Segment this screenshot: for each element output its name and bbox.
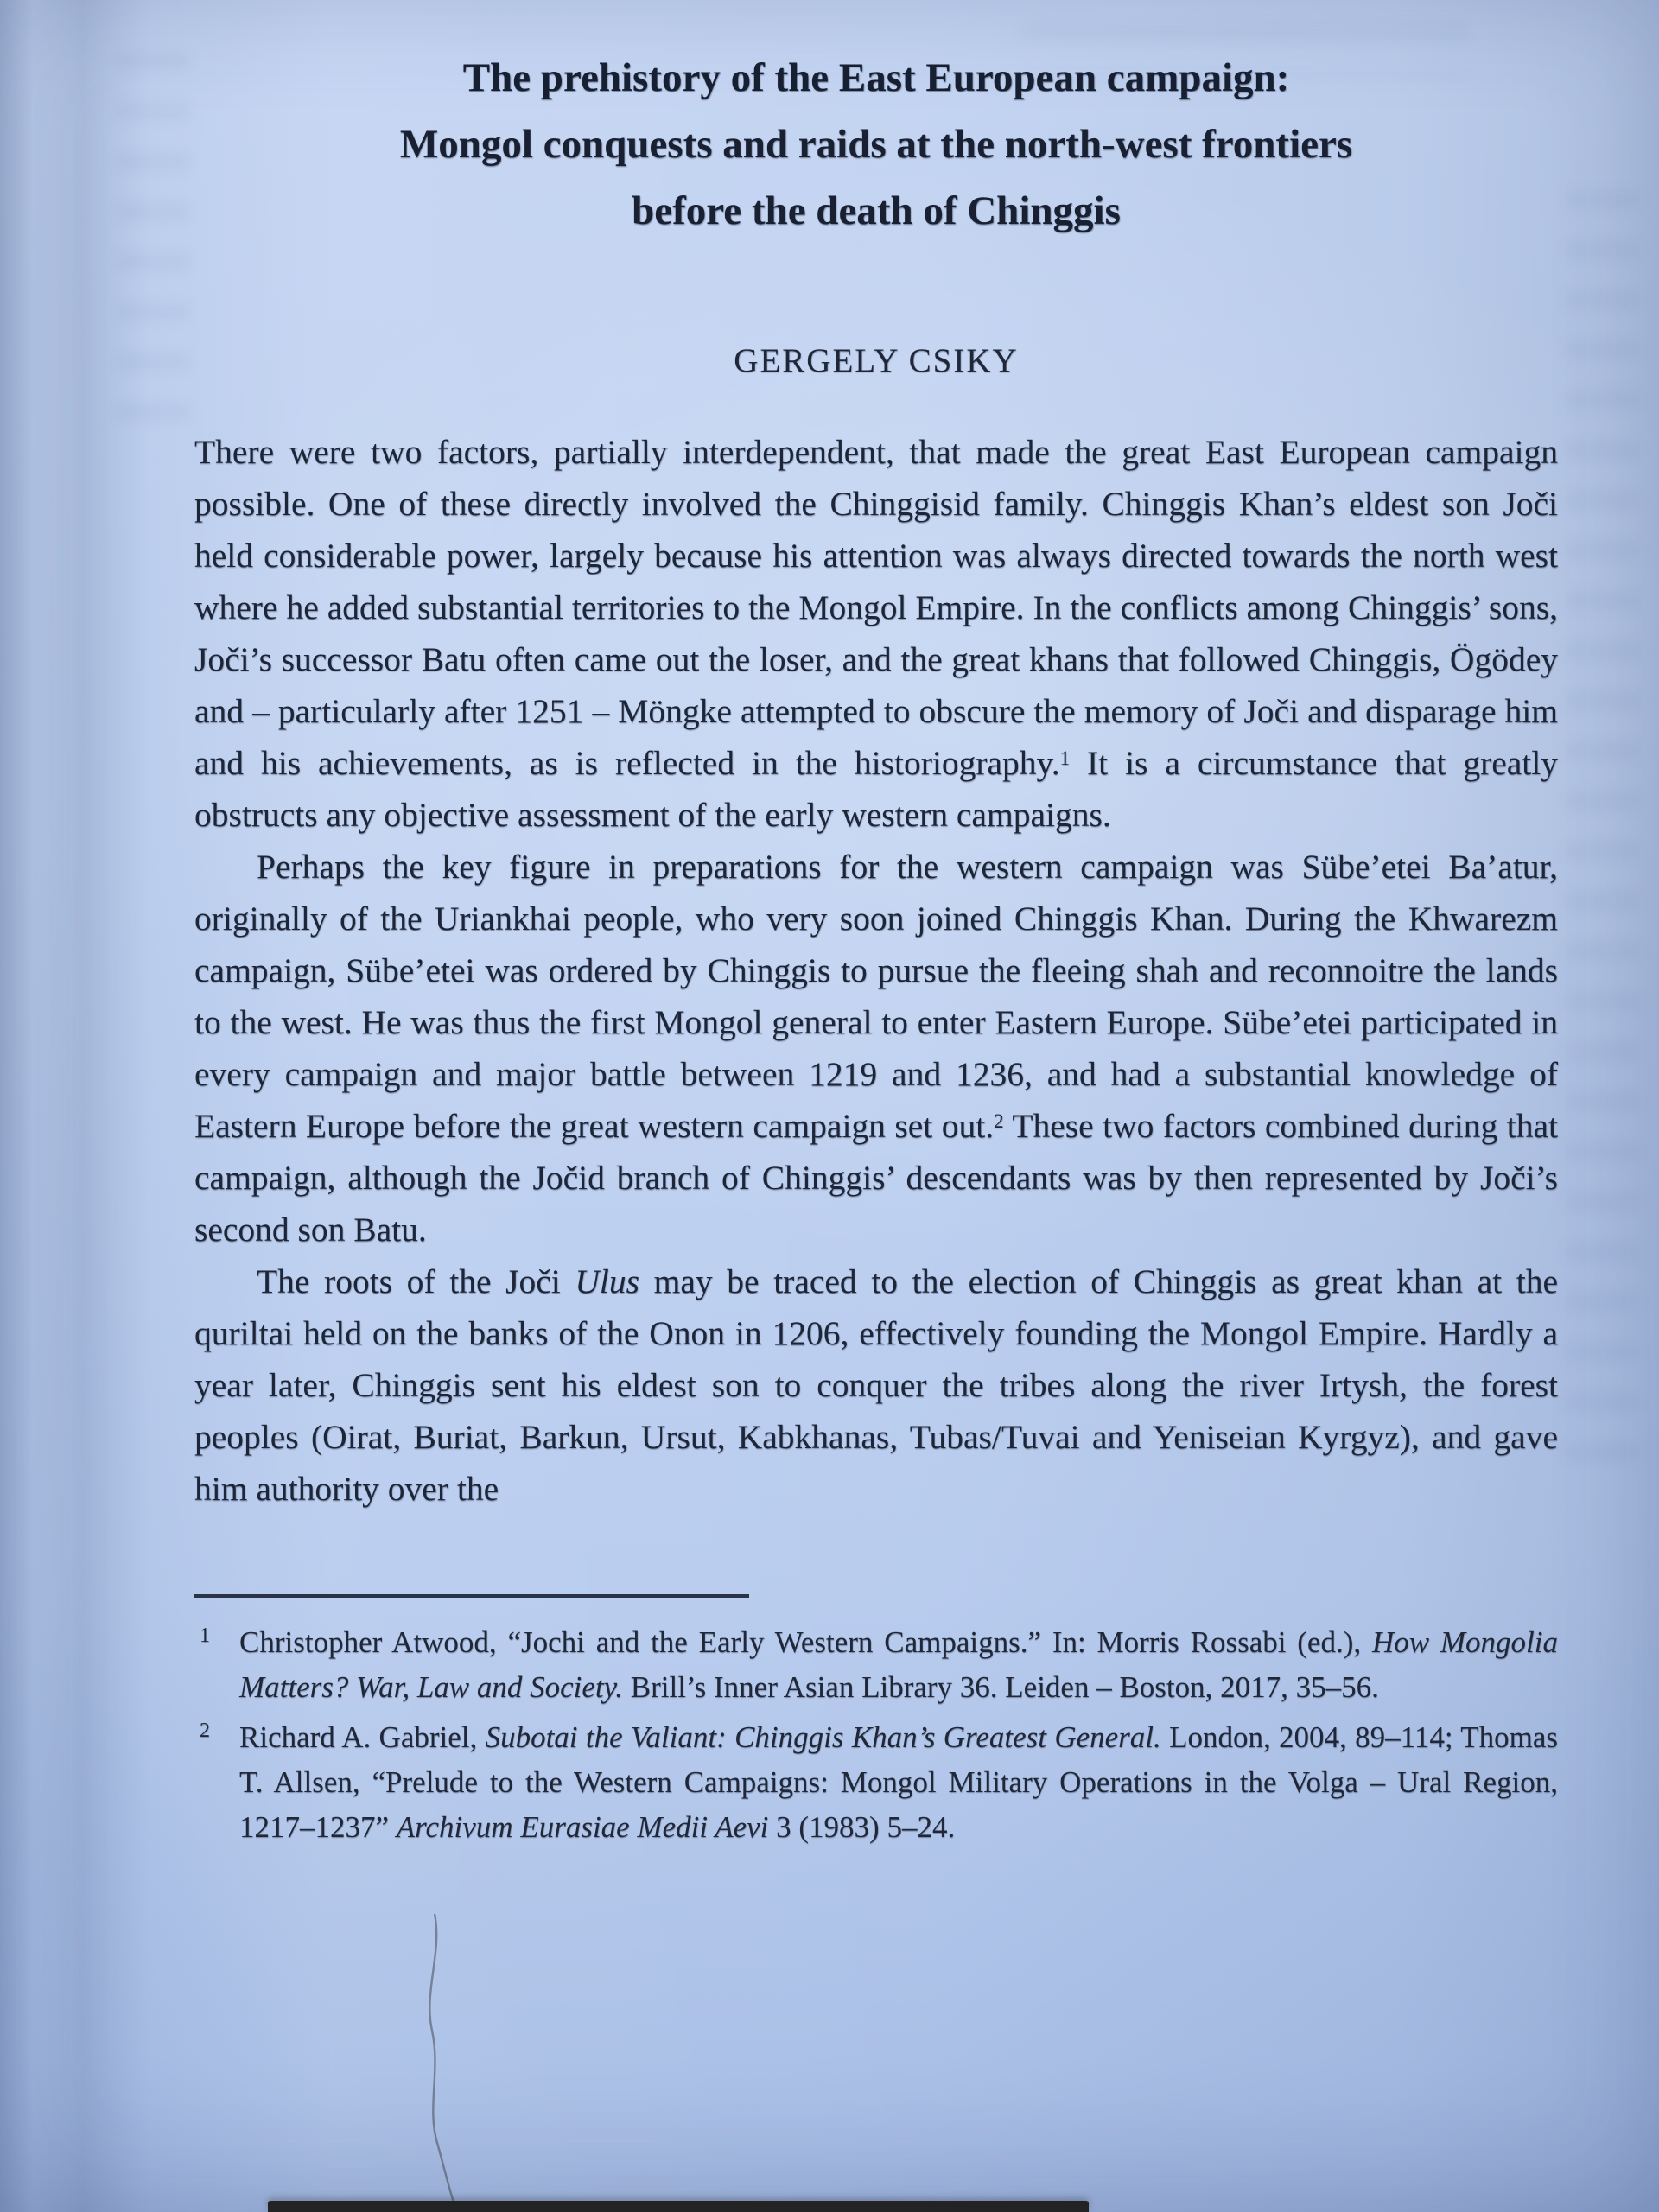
footnote-1-text-end: Brill’s Inner Asian Library 36. Leiden – Boston, 2017, 35–56. (623, 1670, 1379, 1704)
body-paragraph-3 (194, 1255, 1558, 1515)
desk-shadow-strip (268, 2201, 1089, 2212)
author-name: GERGELY CSIKY (734, 342, 1019, 379)
footnote-number-2: 2 (200, 1719, 210, 1742)
footnote-ref-2: 2 (994, 1110, 1004, 1133)
footnote-ref-1: 1 (1059, 747, 1071, 770)
article-body (194, 426, 1558, 1515)
footnote-item-2 (194, 1715, 1558, 1850)
bleed-through-smudge-left (117, 52, 190, 423)
body-paragraph-1 (194, 426, 1558, 841)
page-text-block (194, 0, 1558, 1855)
body-paragraph-2 (194, 841, 1558, 1255)
bleed-through-smudge-right (1566, 190, 1639, 1486)
footnote-2-italic-title-1: Subotai the Valiant: Chinggis Khan’s Greatest General. (485, 1720, 1161, 1754)
footnote-2-text-middle: London, 2004, 89–114; Thomas T. Allsen, “Prelude to the Western Campaigns: Mongol Military Operations in the Volga – Ural Region, 1217–1237” (239, 1720, 1558, 1844)
page-title (194, 45, 1558, 245)
footnote-2-text: Richard A. Gabriel, (239, 1720, 486, 1754)
page-title-line-2: Mongol conquests and raids at the north-west frontiers (399, 122, 1353, 167)
italic-term-ulus: Ulus (575, 1262, 640, 1300)
paragraph-1-text-after-ref: It is a circumstance that greatly obstructs any objective assessment of the early western campaigns. (194, 744, 1558, 834)
footnote-2-text-end: 3 (1983) 5–24. (768, 1810, 956, 1844)
footnote-number-1: 1 (200, 1624, 210, 1647)
page-title-line-1: The prehistory of the East European campaign: (462, 55, 1290, 100)
footnote-2-italic-title-2: Archivum Eurasiae Medii Aevi (396, 1810, 769, 1844)
paragraph-2-text-after-ref: These two factors combined during that campaign, although the Jočid branch of Chinggis’ descendants was by then represented by Joči’s second son Batu. (194, 1107, 1558, 1249)
footnote-item-1 (194, 1620, 1558, 1710)
paragraph-3-text-continued: may be traced to the election of Chinggis as great khan at the quriltai held on the banks of the Onon in 1206, effectively founding the Mongol Empire. Hardly a year later, Chinggis sent his eldest son to conquer the tribes along the river Irtysh, the forest peoples (Oirat, Buriat, Barkun, Ursut, Kabkhanas, Tubas/Tuvai and Yeniseian Kyrgyz), and gave him authority over the (194, 1262, 1558, 1508)
footnote-separator (194, 1594, 749, 1598)
footnote-1-text: Christopher Atwood, “Jochi and the Early Western Campaigns.” In: Morris Rossabi (ed.), (239, 1625, 1372, 1659)
footnote-1-italic-title: How Mongolia Matters? War, Law and Society. (239, 1625, 1558, 1704)
page-title-line-3: before the death of Chinggis (632, 188, 1121, 233)
paragraph-1-text: There were two factors, partially interdependent, that made the great East European campaign possible. One of these directly involved the Chinggisid family. Chinggis Khan’s eldest son Joči held considerable power, largely because his attention was always directed towards the north west where he added substantial territories to the Mongol Empire. In the conflicts among Chinggis’ sons, Joči’s successor Batu often came out the loser, and the great khans that followed Chinggis, Ögödey and – particularly after 1251 – Möngke attempted to obscure the memory of Joči and disparage him and his achievements, as is reflected in the historiography. (194, 433, 1558, 782)
paragraph-3-text: The roots of the Joči (257, 1262, 575, 1300)
paragraph-2-text: Perhaps the key figure in preparations for the western campaign was Sübe’etei Ba’atur, originally of the Uriankhai people, who very soon joined Chinggis Khan. During the Khwarezm campaign, Sübe’etei was ordered by Chinggis to pursue the fleeing shah and reconnoitre the lands to the west. He was thus the first Mongol general to enter Eastern Europe. Sübe’etei participated in every campaign and major battle between 1219 and 1236, and had a substantial knowledge of Eastern Europe before the great western campaign set out. (194, 848, 1558, 1145)
